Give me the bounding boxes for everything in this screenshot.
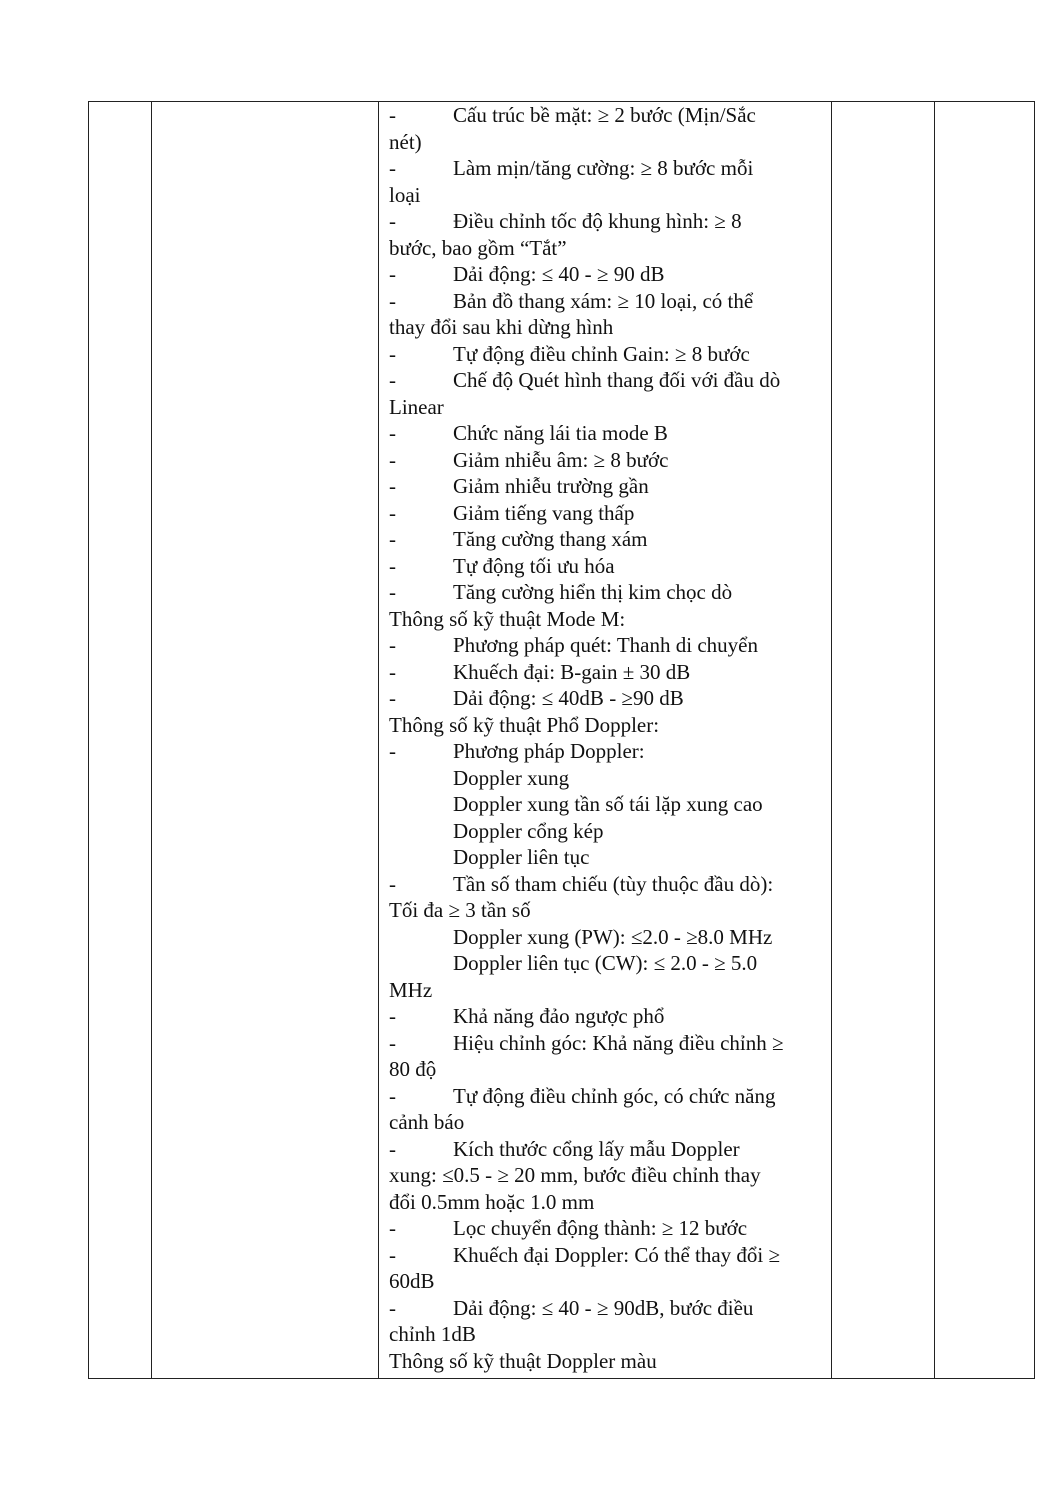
spec-line [389, 1189, 829, 1216]
bullet-dash: - [389, 103, 396, 127]
spec-line [389, 314, 829, 341]
spec-text: Bản đồ thang xám: ≥ 10 loại, có thể [453, 288, 754, 313]
spec-line [389, 473, 829, 500]
spec-text: chỉnh 1dB [389, 1322, 476, 1346]
spec-line [389, 288, 829, 315]
bullet-dash: - [389, 474, 396, 498]
bullet-dash: - [389, 1216, 396, 1240]
spec-text: Tăng cường hiển thị kim chọc dò [453, 580, 733, 604]
spec-line [389, 261, 829, 288]
spec-text: thay đổi sau khi dừng hình [389, 315, 614, 339]
spec-text: Tối đa ≥ 3 tần số [389, 898, 531, 922]
spec-text: Linear [389, 394, 444, 419]
bullet-dash: - [389, 447, 396, 472]
spec-line [389, 341, 829, 368]
spec-line [389, 1136, 829, 1163]
spec-line [389, 129, 829, 156]
bullet-dash: - [389, 580, 396, 604]
bullet-dash: - [389, 1295, 396, 1320]
spec-line [389, 765, 829, 792]
spec-line [389, 420, 829, 447]
spec-line [389, 182, 829, 209]
bullet-dash: - [389, 527, 396, 551]
spec-text: Làm mịn/tăng cường: ≥ 8 bước mỗi [453, 156, 754, 180]
bullet-dash: - [389, 262, 396, 286]
spec-text: Chức năng lái tia mode B [453, 421, 668, 445]
spec-text: nét) [389, 129, 422, 154]
spec-text: Doppler xung tần số tái lặp xung cao [453, 792, 763, 816]
spec-text: xung: ≤0.5 - ≥ 20 mm, bước điều chỉnh thay [389, 1163, 761, 1187]
spec-line [389, 818, 829, 845]
spec-line [389, 500, 829, 527]
spec-text: Giảm nhiễu trường gần [453, 474, 649, 498]
spec-line [389, 632, 829, 659]
spec-text: Tần số tham chiếu (tùy thuộc đầu dò): [453, 871, 774, 896]
spec-line [389, 950, 829, 977]
spec-text: Doppler liên tục (CW): ≤ 2.0 - ≥ 5.0 [453, 951, 758, 975]
bullet-dash: - [389, 368, 396, 392]
spec-line [389, 659, 829, 686]
bullet-dash: - [389, 156, 396, 180]
column-divider-1 [151, 102, 152, 1378]
spec-line [389, 1215, 829, 1242]
bullet-dash: - [389, 1004, 396, 1028]
spec-text: Tự động điều chỉnh góc, có chức năng [453, 1083, 776, 1108]
spec-line [389, 1242, 829, 1269]
spec-text: Tăng cường thang xám [453, 527, 648, 551]
spec-line [389, 791, 829, 818]
spec-line [389, 1348, 829, 1375]
spec-text: Doppler cổng kép [453, 818, 604, 843]
bullet-dash: - [389, 421, 396, 445]
spec-text: Tự động tối ưu hóa [453, 553, 615, 578]
spec-line [389, 367, 829, 394]
spec-line [389, 447, 829, 474]
spec-text: Tự động điều chỉnh Gain: ≥ 8 bước [453, 341, 750, 366]
spec-text: Khuếch đại: B-gain ± 30 dB [453, 659, 691, 684]
spec-text: cảnh báo [389, 1110, 465, 1134]
spec-line [389, 977, 829, 1004]
spec-line [389, 1162, 829, 1189]
spec-line [389, 712, 829, 739]
spec-text: Cấu trúc bề mặt: ≥ 2 bước (Mịn/Sắc [453, 103, 756, 127]
spec-line [389, 208, 829, 235]
bullet-dash: - [389, 1242, 396, 1267]
bullet-dash: - [389, 288, 396, 313]
spec-line [389, 394, 829, 421]
spec-text: Dải động: ≤ 40 - ≥ 90 dB [453, 262, 665, 286]
bullet-dash: - [389, 553, 396, 578]
spec-line [389, 235, 829, 262]
column-divider-2 [378, 102, 379, 1378]
spec-text: Doppler liên tục [453, 845, 590, 869]
spec-line [389, 871, 829, 898]
spec-line [389, 1268, 829, 1295]
spec-line [389, 526, 829, 553]
spec-line [389, 579, 829, 606]
spec-text: Thông số kỹ thuật Doppler màu [389, 1348, 657, 1373]
spec-line [389, 1321, 829, 1348]
spec-line [389, 897, 829, 924]
spec-text: Doppler xung (PW): ≤2.0 - ≥8.0 MHz [453, 924, 773, 949]
spec-text: Phương pháp Doppler: [453, 739, 645, 763]
spec-text: Dải động: ≤ 40 - ≥ 90dB, bước điều [453, 1295, 754, 1320]
spec-text: Lọc chuyển động thành: ≥ 12 bước [453, 1216, 748, 1240]
spec-text: Điều chỉnh tốc độ khung hình: ≥ 8 [453, 209, 742, 233]
spec-text: 80 độ [389, 1057, 437, 1081]
bullet-dash: - [389, 1030, 396, 1055]
bullet-dash: - [389, 1083, 396, 1108]
spec-text: Hiệu chỉnh góc: Khả năng điều chỉnh ≥ [453, 1030, 784, 1055]
spec-line [389, 1109, 829, 1136]
spec-text: bước, bao gồm “Tắt” [389, 235, 567, 260]
spec-text: MHz [389, 977, 433, 1002]
spec-text: Kích thước cổng lấy mẫu Doppler [453, 1136, 740, 1161]
spec-table [88, 101, 1035, 1379]
spec-line [389, 155, 829, 182]
bullet-dash: - [389, 1136, 396, 1161]
bullet-dash: - [389, 686, 396, 710]
spec-text: Thông số kỹ thuật Mode M: [389, 606, 626, 631]
spec-text: đổi 0.5mm hoặc 1.0 mm [389, 1189, 595, 1214]
bullet-dash: - [389, 500, 396, 525]
spec-text: 60dB [389, 1269, 435, 1293]
column-divider-3 [831, 102, 832, 1378]
spec-line [389, 1083, 829, 1110]
spec-cell [389, 102, 829, 1374]
spec-text: loại [389, 182, 421, 207]
spec-line [389, 924, 829, 951]
spec-line [389, 553, 829, 580]
spec-text: Phương pháp quét: Thanh di chuyển [453, 633, 758, 657]
bullet-dash: - [389, 209, 396, 233]
spec-line [389, 1003, 829, 1030]
spec-line [389, 844, 829, 871]
spec-line [389, 606, 829, 633]
bullet-dash: - [389, 871, 396, 896]
bullet-dash: - [389, 633, 396, 657]
column-divider-4 [934, 102, 935, 1378]
spec-line [389, 1295, 829, 1322]
spec-text: Khả năng đảo ngược phổ [453, 1004, 665, 1028]
bullet-dash: - [389, 341, 396, 366]
bullet-dash: - [389, 659, 396, 684]
spec-text: Doppler xung [453, 765, 570, 790]
spec-line [389, 1056, 829, 1083]
spec-text: Khuếch đại Doppler: Có thể thay đổi ≥ [453, 1242, 781, 1267]
spec-text: Thông số kỹ thuật Phổ Doppler: [389, 712, 660, 737]
spec-line [389, 738, 829, 765]
spec-text: Giảm tiếng vang thấp [453, 500, 635, 525]
spec-text: Dải động: ≤ 40dB - ≥90 dB [453, 686, 684, 710]
spec-text: Giảm nhiễu âm: ≥ 8 bước [453, 447, 669, 472]
spec-text: Chế độ Quét hình thang đối với đầu dò [453, 368, 781, 392]
bullet-dash: - [389, 739, 396, 763]
spec-line [389, 685, 829, 712]
spec-line [389, 1030, 829, 1057]
spec-line [389, 102, 829, 129]
